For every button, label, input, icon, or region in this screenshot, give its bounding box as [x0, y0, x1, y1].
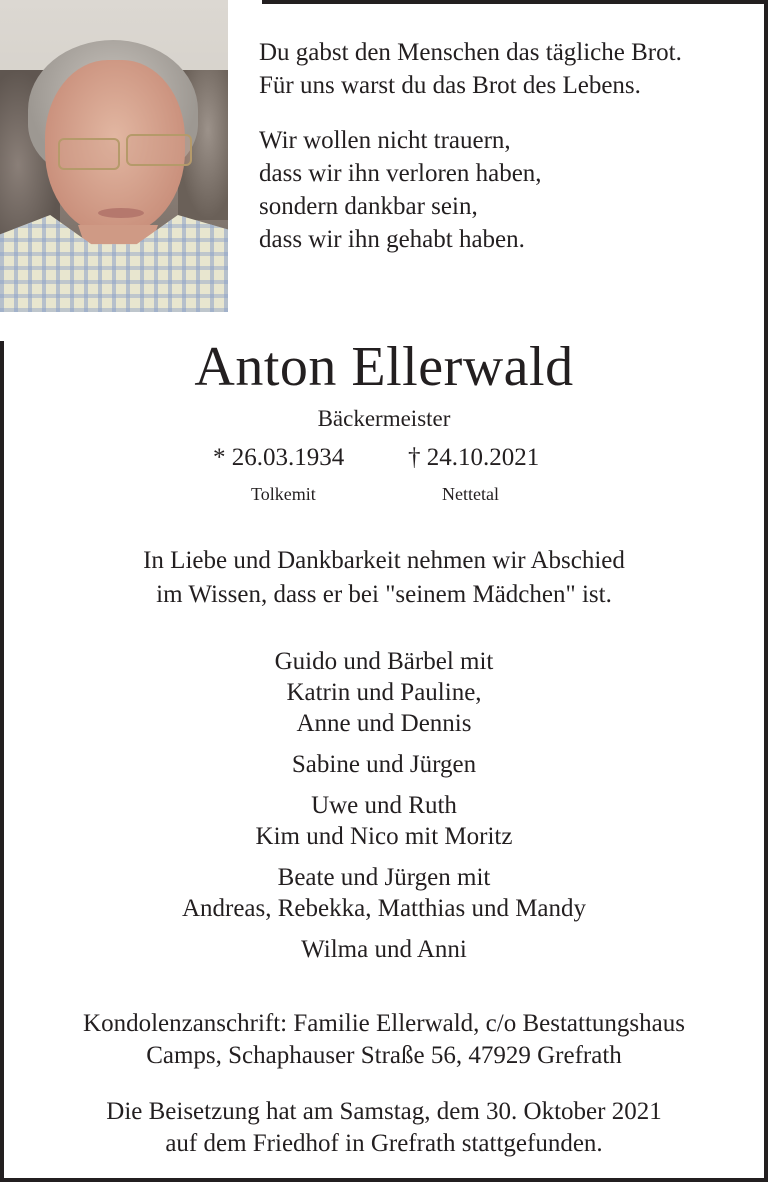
- photo-mouth: [98, 208, 144, 218]
- mourner-line: Katrin und Pauline,: [286, 679, 482, 706]
- mourner-group: [0, 790, 768, 852]
- frame-border-top: [262, 0, 768, 4]
- mourner-line: Anne und Dennis: [296, 710, 472, 737]
- mourner-group: [0, 934, 768, 965]
- poem-stanza: [259, 36, 759, 102]
- farewell-text: [0, 544, 768, 612]
- mourner-group: [0, 646, 768, 739]
- poem-line: dass wir ihn gehabt haben.: [259, 226, 525, 253]
- mourner-line: Kim und Nico mit Moritz: [255, 823, 513, 850]
- birth-place: Tolkemit: [251, 484, 316, 504]
- poem-line: Wir wollen nicht trauern,: [259, 127, 511, 154]
- mourner-line: Guido und Bärbel mit: [274, 648, 494, 675]
- death-date: † 24.10.2021: [408, 444, 540, 471]
- condolence-line: Camps, Schaphauser Straße 56, 47929 Grefrath: [146, 1042, 622, 1069]
- burial-info: [0, 1096, 768, 1160]
- farewell-line: In Liebe und Dankbarkeit nehmen wir Abschied: [143, 547, 625, 574]
- poem-stanza: [259, 124, 759, 256]
- photo-glasses-left-lens: [58, 138, 120, 170]
- condolence-address: [0, 1008, 768, 1072]
- farewell-line: im Wissen, dass er bei "seinem Mädchen" ist.: [156, 581, 612, 608]
- mourners-list: [0, 646, 768, 975]
- poem-line: Du gabst den Menschen das tägliche Brot.: [259, 39, 682, 66]
- mourner-line: Wilma und Anni: [301, 936, 467, 963]
- poem-line: sondern dankbar sein,: [259, 193, 478, 220]
- poem-line: dass wir ihn verloren haben,: [259, 160, 542, 187]
- mourner-line: Andreas, Rebekka, Matthias und Mandy: [181, 895, 587, 922]
- mourner-line: Sabine und Jürgen: [291, 751, 477, 778]
- poem-line: Für uns warst du das Brot des Lebens.: [259, 72, 641, 99]
- mourner-group: [0, 749, 768, 780]
- deceased-name: Anton Ellerwald: [194, 336, 574, 398]
- mourner-line: Uwe und Ruth: [311, 792, 457, 819]
- mourner-group: [0, 862, 768, 924]
- mourner-line: Beate und Jürgen mit: [277, 864, 491, 891]
- deceased-profession: Bäckermeister: [317, 406, 451, 431]
- memorial-poem: [259, 36, 759, 278]
- portrait-photo: [0, 0, 228, 312]
- burial-line: auf dem Friedhof in Grefrath stattgefunden.: [165, 1130, 603, 1157]
- burial-line: Die Beisetzung hat am Samstag, dem 30. Oktober 2021: [106, 1098, 662, 1125]
- birth-date: * 26.03.1934: [213, 444, 345, 471]
- photo-glasses-right-lens: [126, 134, 192, 166]
- death-place: Nettetal: [442, 484, 499, 504]
- frame-border-bottom: [0, 1178, 768, 1182]
- condolence-line: Kondolenzanschrift: Familie Ellerwald, c/o Bestattungshaus: [83, 1010, 685, 1037]
